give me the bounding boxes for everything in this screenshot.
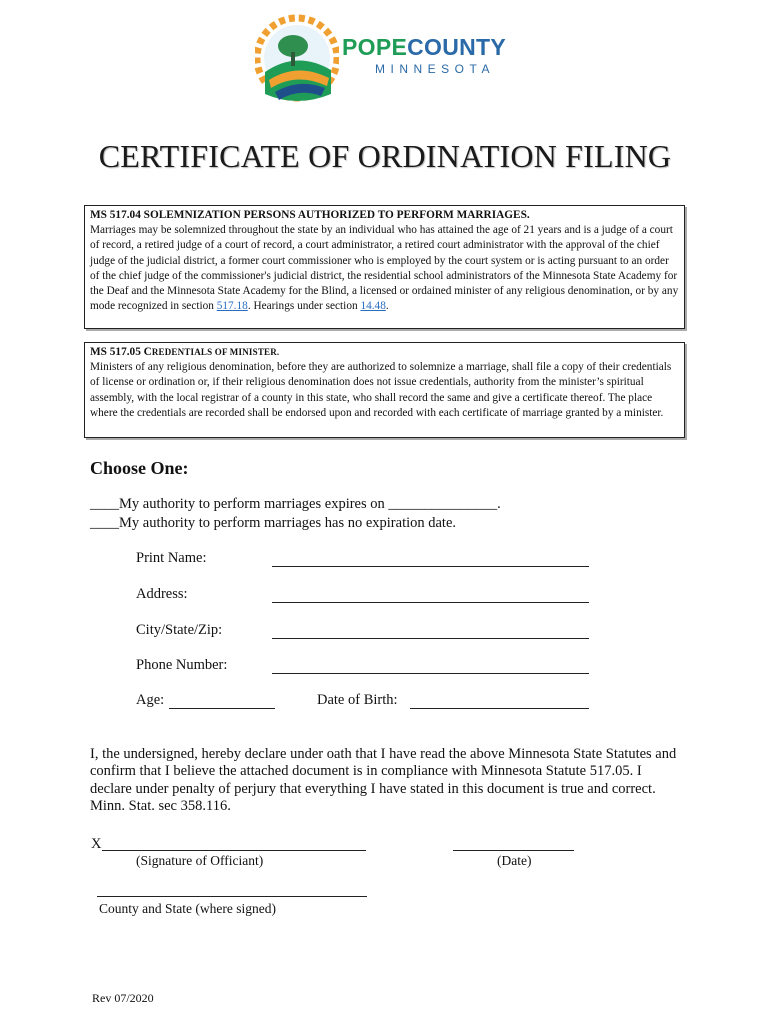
pope-county-logo: [255, 12, 525, 108]
city-state-zip-label: City/State/Zip:: [136, 622, 223, 638]
signature-field[interactable]: [102, 850, 366, 851]
date-of-birth-field[interactable]: [410, 708, 589, 709]
phone-number-field[interactable]: [272, 673, 589, 674]
option-no-expiration[interactable]: ____My authority to perform marriages has no expiration date.: [90, 515, 457, 531]
address-field[interactable]: [272, 602, 589, 603]
statute-text-end: .: [385, 300, 389, 313]
date-of-birth-label: Date of Birth:: [317, 692, 398, 708]
logo-emblem-icon: [255, 12, 339, 108]
county-state-field[interactable]: [97, 896, 367, 897]
option-expires[interactable]: ____My authority to perform marriages expires on _______________.: [90, 496, 501, 512]
city-state-zip-field[interactable]: [272, 638, 589, 639]
statute-body: [90, 223, 681, 314]
logo-wordmark: [342, 34, 506, 61]
date-label: (Date): [497, 853, 532, 868]
page-title: CERTIFICATE OF ORDINATION FILING: [98, 138, 672, 174]
statute-heading: [90, 345, 681, 360]
age-label: Age:: [136, 692, 165, 708]
statute-box-517-04: [84, 205, 685, 329]
choose-one-heading: Choose One:: [90, 458, 189, 478]
logo-word-pope: POPE: [342, 34, 408, 60]
date-field[interactable]: [453, 850, 574, 851]
statute-text: Marriages may be solemnized throughout the state by an individual who has attained the age of 21 years and is a judge of a court of record, a retired judge of a court of record, a court administrator, a retired court administrator with the approval of the chief judge of the judicial district, a former court commissioner who is employed by the court system or is acting pursuant to an order of the chief judge of the commissioner's judicial district, the residential school administrators of the Minnesota State Academy for the Deaf and the Minnesota State Academy for the Blind, a licensed or ordained minister of any religious denomination, or by any mode recognized in section: [90, 224, 679, 313]
logo-subtitle: MINNESOTA: [375, 62, 495, 76]
address-label: Address:: [136, 586, 188, 602]
county-state-label: County and State (where signed): [99, 901, 276, 916]
print-name-label: Print Name:: [136, 550, 207, 566]
logo-word-county: COUNTY: [407, 34, 507, 60]
statute-heading: MS 517.04 SOLEMNIZATION PERSONS AUTHORIZED TO PERFORM MARRIAGES.: [90, 209, 530, 221]
section-14-48-link[interactable]: 14.48: [360, 300, 386, 313]
signature-officiant-label: (Signature of Officiant): [136, 853, 264, 868]
phone-number-label: Phone Number:: [136, 657, 228, 673]
revision-note: Rev 07/2020: [92, 991, 154, 1005]
section-517-18-link[interactable]: 517.18: [216, 300, 248, 313]
statute-heading-prefix: MS 517.05 C: [90, 346, 152, 358]
age-field[interactable]: [169, 708, 275, 709]
statute-box-517-05: [84, 342, 685, 438]
statute-text-mid: . Hearings under section: [247, 300, 361, 313]
statute-heading-small: REDENTIALS OF MINISTER.: [151, 347, 280, 357]
statute-body: Ministers of any religious denomination, before they are authorized to solemnize a marriage, shall file a copy of their credentials of license or ordination or, if their religious denomination does not issue credentials, authority from the minister’s spiritual assembly, with the local registrar of a county in this state, who shall record the same and give a certificate thereof. The place where the credentials are recorded shall be endorsed upon and recorded with each certificate of marriage granted by a minister.: [90, 361, 672, 419]
print-name-field[interactable]: [272, 566, 589, 567]
signature-x-mark: X: [91, 836, 102, 852]
declaration-text: I, the undersigned, hereby declare under oath that I have read the above Minnesota State Statutes and confirm that I believe the attached document is in compliance with Minnesota Statute 517.05. I declare under penalty of perjury that everything I have stated in this document is true and correct. Minn. Stat. sec 358.116.: [90, 746, 677, 815]
